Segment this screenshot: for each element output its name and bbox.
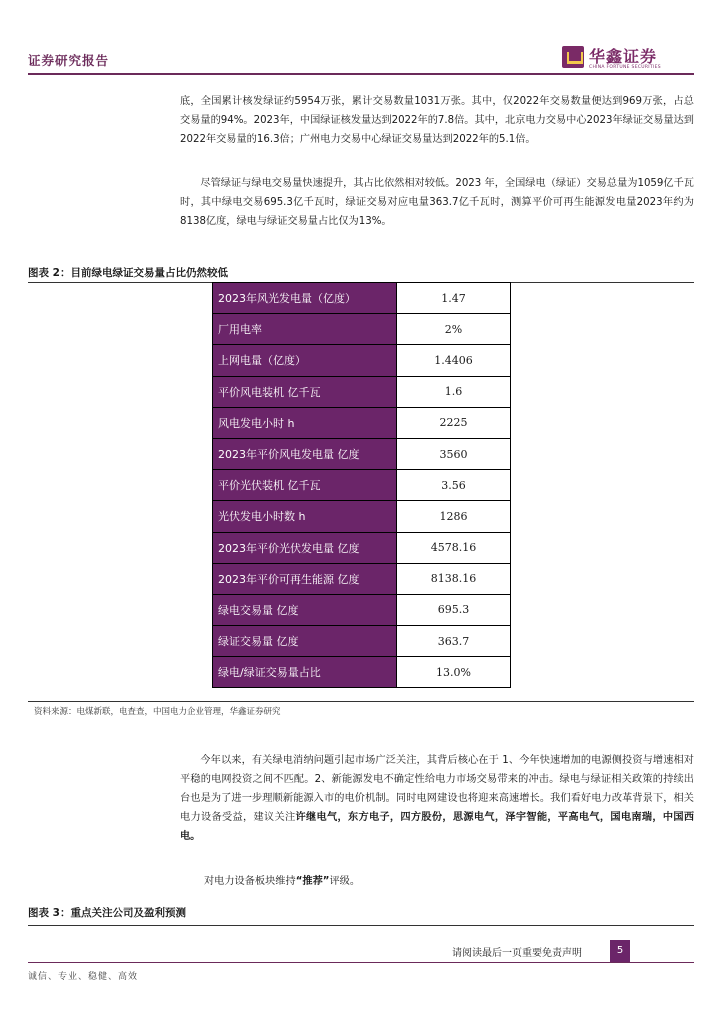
report-type-label: 证券研究报告 (28, 53, 110, 68)
row-label: 绿电交易量 亿度 (213, 594, 397, 625)
table-row (213, 501, 511, 532)
table-row (213, 470, 511, 501)
row-value: 695.3 (397, 594, 511, 625)
row-label: 上网电量（亿度） (213, 345, 397, 376)
row-label: 平价风电装机 亿千瓦 (213, 376, 397, 407)
disclaimer-notice[interactable]: 请阅读最后一页重要免责声明 (452, 948, 582, 959)
row-value: 8138.16 (397, 563, 511, 594)
figure-2-source: 资料来源：电煤新联，电査查，中国电力企业管理，华鑫证券研究 (34, 707, 281, 717)
row-label: 2023年平价可再生能源 亿度 (213, 563, 397, 594)
paragraph-text: 底，全国累计核发绿证约5954万张，累计交易数量1031万张。其中，仅2022年交易数量便达到969万张，占总交易量的94%。2023年，中国绿证核发量达到2022年的7.8倍。其中，北京电力交易中心2023年绿证交易量达到2022年交易量的16.3倍；广州电力交易中心绿证交易量达到2022年的5.1倍。 (180, 96, 694, 145)
row-label: 风电发电小时 h (213, 407, 397, 438)
row-label: 厂用电率 (213, 314, 397, 345)
company-motto: 诚信、专业、稳健、高效 (28, 972, 139, 982)
header-divider (28, 73, 694, 75)
row-value: 13.0% (397, 657, 511, 688)
paragraph-body: 今年以来，有关绿电消纳问题引起市场广泛关注，其背后核心在于 1、今年快速增加的电源侧投资与增速相对平稳的电网投资之间不匹配。2、新能源发电不确定性给电力市场交易带来的冲击。绿电与绿证相关政策的持续出台也是为了进一步理顺新能源入市的电价机制。同时电网建设也将迎来高速增长。我们看好电力改革背景下，相关电力设备受益，建议关注 (180, 755, 694, 823)
row-label: 2023年平价光伏发电量 亿度 (213, 532, 397, 563)
paragraph-text (180, 751, 694, 846)
row-label: 绿电/绿证交易量占比 (213, 657, 397, 688)
row-value: 1.6 (397, 376, 511, 407)
table-row (213, 407, 511, 438)
paragraph-text: 尽管绿证与绿电交易量快速提升，其占比依然相对较低。2023 年，全国绿电（绿证）交易总量为1059亿千瓦时，其中绿电交易695.3亿千瓦时，绿证交易对应电量363.7亿千瓦时，测算平价可再生能源发电量2023年约为8138亿度，绿电与绿证交易量占比仅为13%。 (180, 178, 694, 227)
figure-2-title: 图表 2：目前绿电绿证交易量占比仍然较低 (28, 267, 228, 279)
row-value: 1.4406 (397, 345, 511, 376)
logo-icon (562, 46, 584, 68)
row-label: 2023年平价风电发电量 亿度 (213, 438, 397, 469)
footer-divider (28, 962, 694, 963)
rating-prefix: 对电力设备板块维持 (204, 876, 296, 887)
row-value: 3560 (397, 438, 511, 469)
row-value: 1.47 (397, 283, 511, 314)
row-value: 4578.16 (397, 532, 511, 563)
table-row (213, 626, 511, 657)
table-row (213, 345, 511, 376)
row-label: 2023年风光发电量（亿度） (213, 283, 397, 314)
logo-text: 华鑫证券 (589, 47, 658, 66)
rating-suffix: 评级。 (329, 876, 361, 887)
figure-3-title: 图表 3：重点关注公司及盈利预测 (28, 907, 186, 919)
paragraph-text (204, 872, 694, 891)
table-row (213, 563, 511, 594)
table-row (213, 314, 511, 345)
row-value: 2% (397, 314, 511, 345)
paragraph-rating (204, 872, 694, 891)
figure-2-bottom-rule (28, 701, 694, 702)
table-row (213, 532, 511, 563)
row-value: 363.7 (397, 626, 511, 657)
logo-subtext: CHINA FORTUNE SECURITIES (589, 65, 661, 70)
recommended-stocks: 许继电气，东方电子，四方股份，思源电气，泽宇智能，平高电气，国电南瑞，中国西电。 (180, 812, 695, 842)
row-label: 绿证交易量 亿度 (213, 626, 397, 657)
paragraph-share-still-low (180, 174, 694, 231)
row-value: 3.56 (397, 470, 511, 501)
table-row (213, 376, 511, 407)
row-value: 1286 (397, 501, 511, 532)
row-label: 平价光伏装机 亿千瓦 (213, 470, 397, 501)
page-number: 5 (610, 940, 630, 962)
rating-value: “推荐” (295, 876, 330, 887)
table-row (213, 438, 511, 469)
table-row (213, 283, 511, 314)
row-label: 光伏发电小时数 h (213, 501, 397, 532)
company-logo (562, 44, 692, 74)
figure-3-rule (28, 925, 694, 926)
paragraph-green-certificate-volume (180, 92, 694, 149)
table-row (213, 594, 511, 625)
table-row (213, 657, 511, 688)
paragraph-investment-view (180, 751, 694, 846)
row-value: 2225 (397, 407, 511, 438)
figure-2-table (212, 282, 511, 688)
